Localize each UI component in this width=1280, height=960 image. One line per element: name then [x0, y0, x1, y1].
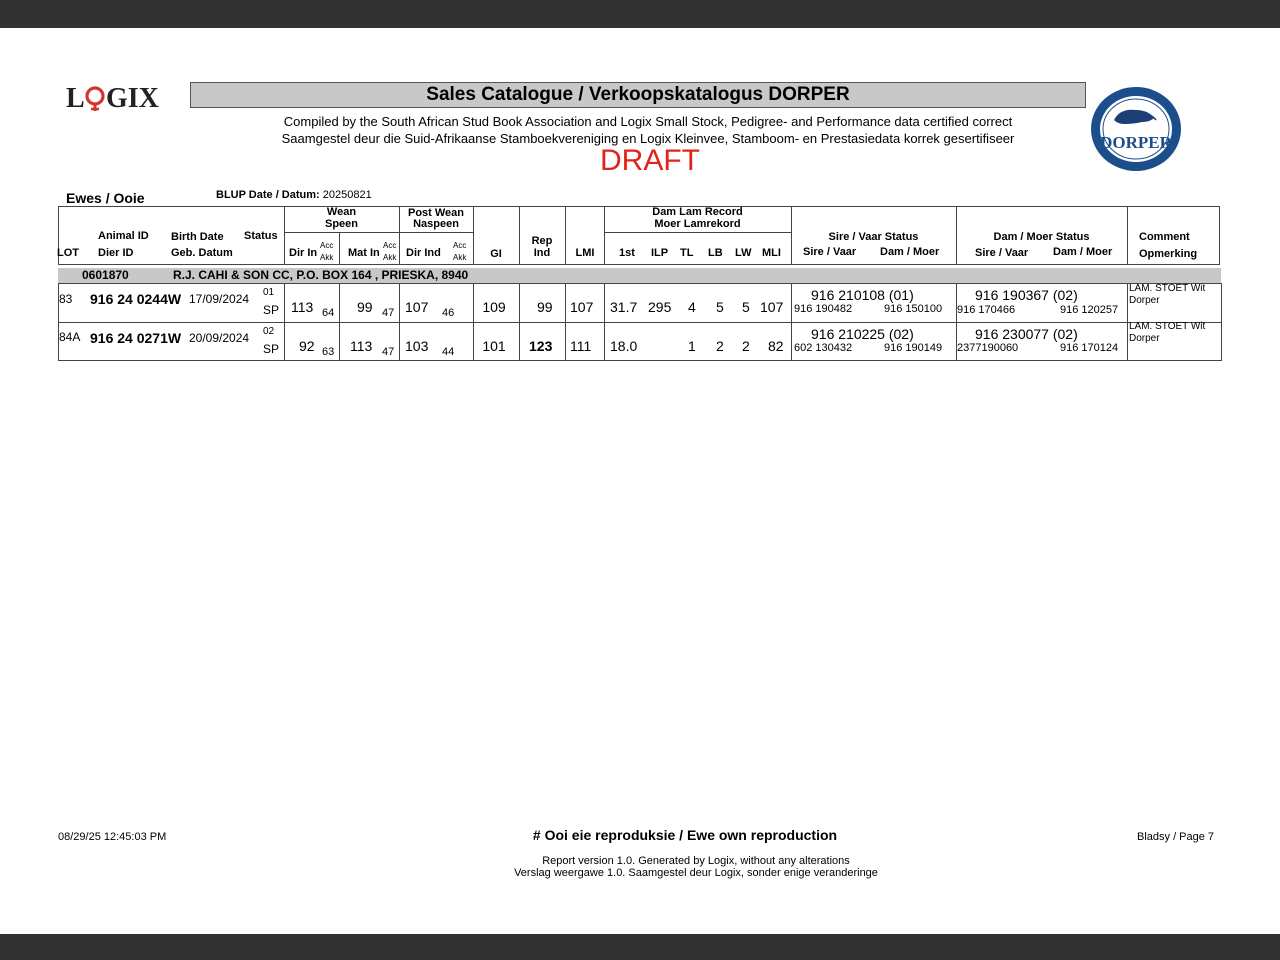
row-mat-in-acc: 47 [382, 307, 395, 319]
row-sire-sire: 602 130432 [794, 342, 853, 354]
row-birth-date: 20/09/2024 [189, 331, 250, 345]
col-mat-in-akk: Akk [383, 253, 397, 262]
col-dam-dam: Dam / Moer [1053, 246, 1113, 258]
col-moer-lamrekord: Moer Lamrekord [654, 218, 741, 230]
subtitle-english: Compiled by the South African Stud Book Association and Logix Small Stock, Pedigree- and Performance data certified correct [283, 114, 1013, 129]
subtitle-afrikaans: Saamgestel deur die Suid-Afrikaanse Stamboekvereniging en Logix Kleinvee, Stamboom- en Prestasiedata korrek gesertifiseer [281, 131, 1015, 146]
col-dir-ind-akk: Akk [453, 253, 467, 262]
row-dam-sire: 916 170466 [957, 304, 1016, 316]
row-dir-ind: 103 [405, 338, 429, 354]
col-lot: LOT [57, 247, 79, 259]
row-birth-date: 17/09/2024 [189, 292, 250, 306]
row-ilp: 295 [648, 299, 672, 315]
viewer-top-bar [0, 0, 1280, 28]
row-mli: 107 [760, 299, 784, 315]
row-status-bottom: SP [263, 303, 280, 317]
col-post-wean: Post Wean [407, 207, 465, 219]
row-sire: 916 210225 (02) [811, 326, 914, 342]
footer-note: # Ooi eie reproduksie / Ewe own reproduction [532, 827, 838, 843]
col-geb-datum: Geb. Datum [171, 247, 233, 259]
row-sire-dam: 916 150100 [884, 303, 943, 315]
blup-date: 20250821 [322, 189, 372, 201]
row-sire-dam: 916 190149 [884, 342, 943, 354]
col-animal-id: Animal ID [98, 230, 149, 242]
row-animal-id: 916 24 0244W [90, 291, 182, 307]
row-dir-in: 92 [299, 338, 315, 354]
row-status-bottom: SP [263, 342, 280, 356]
col-sire-status: Sire / Vaar Status [828, 231, 919, 243]
row-sire-sire: 916 190482 [794, 303, 853, 315]
row-rep-ind: 99 [537, 299, 553, 315]
svg-text:GIX: GIX [106, 83, 159, 114]
col-dir-in: Dir In [289, 247, 318, 259]
col-lmi: LMI [575, 247, 595, 259]
row-lot: 83 [59, 292, 73, 306]
row-dam: 916 190367 (02) [975, 287, 1078, 303]
section-title: Ewes / Ooie [66, 190, 145, 206]
row-comment-2: Dorper [1129, 333, 1160, 344]
row-animal-id: 916 24 0271W [90, 330, 182, 346]
footer-report-english: Report version 1.0. Generated by Logix, without any alterations [542, 855, 850, 867]
row-dam: 916 230077 (02) [975, 326, 1078, 342]
row-dam-dam: 916 120257 [1060, 304, 1119, 316]
col-sire-dam: Dam / Moer [880, 246, 940, 258]
row-lb: 5 [716, 299, 724, 315]
col-sire-sire: Sire / Vaar [803, 246, 857, 258]
row-lw: 5 [742, 299, 750, 315]
col-lb: LB [708, 247, 723, 259]
row-dir-ind-acc: 46 [442, 307, 455, 319]
row-comment-2: Dorper [1129, 295, 1160, 306]
row-dir-in-acc: 63 [322, 346, 335, 358]
row-tl: 1 [688, 338, 696, 354]
row-status-top: 02 [263, 326, 275, 337]
owner-id: 0601870 [82, 268, 129, 282]
row-gi: 109 [482, 299, 506, 315]
col-dam-sire: Sire / Vaar [975, 247, 1029, 259]
row-dam-dam: 916 170124 [1060, 342, 1119, 354]
row-comment-1: LAM. STOET Wit [1129, 321, 1206, 332]
col-dier-id: Dier ID [98, 247, 134, 259]
col-lw: LW [735, 247, 752, 259]
row-dir-ind-acc: 44 [442, 346, 455, 358]
row-lmi: 107 [570, 299, 594, 315]
row-status-top: 01 [263, 287, 275, 298]
col-dir-ind-acc: Acc [453, 241, 467, 250]
dorper-seal-logo [1090, 86, 1182, 172]
row-mat-in-acc: 47 [382, 346, 395, 358]
row-comment-1: LAM. STOET Wit [1129, 283, 1206, 294]
col-first: 1st [619, 247, 635, 259]
draft-watermark: DRAFT [600, 144, 700, 177]
viewer-bottom-bar [0, 934, 1280, 960]
col-wean: Wean [326, 206, 357, 218]
col-mat-in-acc: Acc [383, 241, 397, 250]
svg-text:DORPER: DORPER [1100, 133, 1172, 152]
footer-timestamp: 08/29/25 12:45:03 PM [58, 831, 167, 843]
row-dir-in: 113 [291, 299, 314, 315]
col-mat-in: Mat In [348, 247, 380, 259]
col-comment: Comment [1139, 231, 1190, 243]
row-first: 18.0 [610, 338, 638, 354]
col-dir-in-acc: Acc [320, 241, 334, 250]
col-opmerking: Opmerking [1139, 248, 1198, 260]
blup-label: BLUP Date / Datum: [216, 189, 320, 201]
col-dam-status: Dam / Moer Status [993, 231, 1090, 243]
col-dir-in-akk: Akk [320, 253, 334, 262]
col-birth-date: Birth Date [171, 231, 224, 243]
col-gi: GI [490, 248, 502, 260]
col-speen: Speen [324, 218, 358, 230]
row-sire: 916 210108 (01) [811, 287, 914, 303]
catalogue-title: Sales Catalogue / Verkoopskatalogus DORPER [190, 82, 1086, 108]
row-mat-in: 99 [357, 299, 373, 315]
logix-logo-icon [66, 80, 168, 114]
col-mli: MLI [762, 247, 781, 259]
row-dir-in-acc: 64 [322, 307, 335, 319]
col-naspeen: Naspeen [413, 218, 459, 230]
svg-text:L: L [66, 83, 85, 114]
col-rep-ind: Ind [533, 247, 551, 259]
row-dam-sire: 2377190060 [957, 342, 1019, 354]
footer-report-afrikaans: Verslag weergawe 1.0. Saamgestel deur Logix, sonder enige veranderinge [514, 867, 878, 879]
col-dir-ind: Dir Ind [406, 247, 441, 259]
col-status: Status [244, 230, 278, 242]
row-lmi: 111 [570, 338, 592, 354]
row-first: 31.7 [610, 299, 638, 315]
col-tl: TL [680, 247, 694, 259]
blup-date-line [216, 189, 372, 201]
row-lot: 84A [59, 330, 81, 344]
row-gi: 101 [482, 338, 506, 354]
footer-page-number: Bladsy / Page 7 [1137, 831, 1215, 843]
dorper-seal-icon [1090, 86, 1182, 172]
row-lw: 2 [742, 338, 750, 354]
row-tl: 4 [688, 299, 696, 315]
row-lb: 2 [716, 338, 724, 354]
row-rep-ind: 123 [529, 338, 553, 354]
col-dam-lam-record: Dam Lam Record [652, 206, 743, 218]
owner-name: R.J. CAHI & SON CC, P.O. BOX 164 , PRIESKA, 8940 [173, 268, 469, 282]
row-mli: 82 [768, 338, 784, 354]
row-mat-in: 113 [350, 338, 373, 354]
row-dir-ind: 107 [405, 299, 429, 315]
col-ilp: ILP [651, 247, 669, 259]
col-rep: Rep [531, 235, 553, 247]
